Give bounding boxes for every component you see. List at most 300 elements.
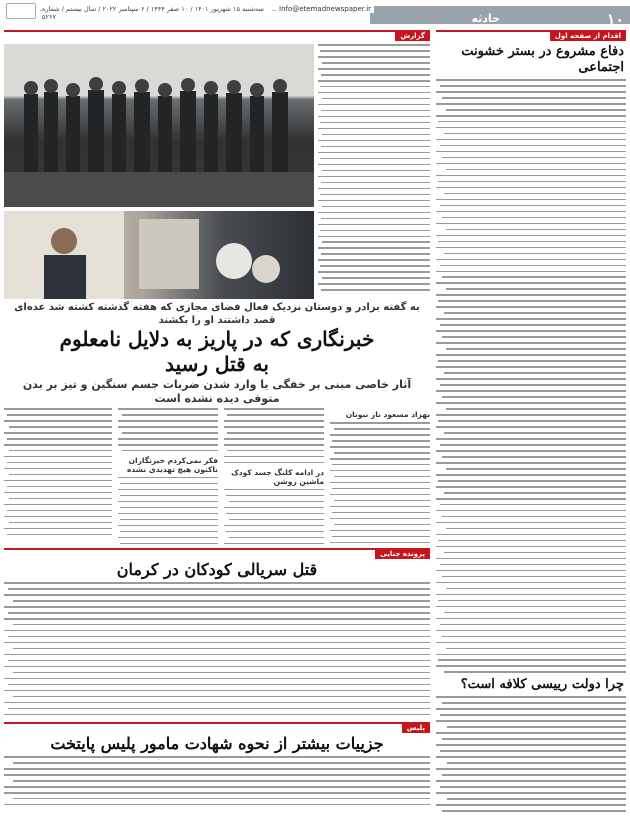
text-line	[13, 696, 430, 698]
text-line	[436, 282, 626, 284]
text-line	[227, 432, 324, 434]
text-line	[4, 678, 430, 680]
text-line	[321, 253, 430, 255]
text-line	[442, 276, 626, 278]
text-line	[224, 456, 324, 458]
text-line	[224, 462, 324, 464]
text-line	[438, 420, 626, 422]
text-line	[13, 672, 430, 674]
text-line	[4, 528, 112, 530]
right-column-tag: اقدام از صفحه اول	[550, 31, 626, 41]
main-story-overhead: به گفته برادر و دوستان نزدیک فعال فضای مجازی که هفته گذشته کشته شد عده‌ای قصد داشتند او را بکشند	[14, 302, 420, 326]
text-line	[8, 588, 430, 590]
section-3-body	[4, 756, 430, 810]
funeral-photo	[4, 44, 314, 207]
text-line	[318, 44, 430, 46]
text-line	[4, 792, 430, 794]
text-line	[436, 438, 626, 440]
right-column	[436, 30, 626, 816]
right-column-headline: دفاع مشروع در بستر خشونت اجتماعی	[461, 44, 624, 75]
text-line	[442, 396, 626, 398]
main-body-col-2	[224, 408, 324, 545]
text-line	[9, 498, 112, 500]
text-line	[436, 582, 626, 584]
header-email: Info@etemadnewspaper.ir	[276, 5, 374, 13]
text-line	[438, 181, 626, 183]
text-line	[4, 492, 112, 494]
text-line	[440, 265, 626, 267]
right-column-body	[436, 79, 626, 673]
text-line	[7, 486, 112, 488]
text-line	[7, 510, 112, 512]
text-line	[436, 402, 626, 404]
text-line	[13, 600, 430, 602]
newspaper-logo-icon	[6, 3, 36, 19]
text-line	[118, 501, 218, 503]
text-line	[4, 468, 112, 470]
text-line	[446, 588, 627, 590]
text-line	[321, 146, 430, 148]
text-line	[440, 564, 626, 566]
main-story-subtitle: آثار خاصی مبنی بر خفگی یا وارد شدن ضربات جسم سنگین و تیز بر بدن متوفی دیده نشده است	[22, 378, 412, 405]
text-line	[332, 488, 430, 490]
text-line	[321, 74, 430, 76]
text-line	[7, 534, 112, 536]
text-line	[13, 624, 430, 626]
text-line	[436, 306, 626, 308]
text-line	[436, 780, 626, 782]
section-3-tagbar	[4, 722, 430, 733]
text-line	[8, 636, 430, 638]
text-line	[318, 80, 430, 82]
text-line	[321, 182, 430, 184]
text-line	[438, 540, 626, 542]
text-line	[118, 438, 218, 440]
text-line	[330, 446, 430, 448]
text-line	[122, 414, 218, 416]
text-line	[7, 462, 112, 464]
text-line	[446, 109, 627, 111]
text-line	[436, 294, 626, 296]
text-line	[4, 756, 430, 758]
text-line	[436, 199, 626, 201]
text-line	[330, 434, 430, 436]
main-body-col-3	[118, 408, 218, 545]
text-line	[7, 414, 112, 416]
main-body-col-1	[330, 408, 430, 545]
text-line	[320, 86, 430, 88]
text-line	[13, 798, 430, 800]
text-line	[442, 456, 626, 458]
text-line	[444, 193, 626, 195]
text-line	[226, 495, 324, 497]
text-line	[436, 522, 626, 524]
text-line	[318, 56, 430, 58]
text-line	[440, 85, 626, 87]
text-line	[436, 390, 626, 392]
text-line	[8, 708, 430, 710]
text-line	[13, 762, 430, 764]
text-line	[321, 110, 430, 112]
text-line	[440, 624, 626, 626]
text-line	[436, 510, 626, 512]
text-line	[118, 426, 218, 428]
text-line	[442, 774, 626, 776]
main-title-line-1: خبرنگاری که در پاریز به دلایل نامعلوم	[59, 327, 375, 351]
text-line	[438, 300, 626, 302]
text-line	[440, 786, 626, 788]
text-line	[224, 507, 324, 509]
text-line	[318, 92, 430, 94]
text-line	[224, 543, 324, 545]
text-line	[4, 606, 430, 608]
text-line	[436, 211, 626, 213]
text-line	[229, 501, 324, 503]
page-header	[0, 0, 630, 28]
text-line	[436, 354, 626, 356]
text-line	[436, 606, 626, 608]
text-line	[447, 798, 626, 800]
text-line	[120, 543, 218, 545]
text-line	[4, 702, 430, 704]
text-line	[444, 133, 626, 135]
right-column-tagbar	[436, 30, 626, 41]
text-line	[4, 774, 430, 776]
text-line	[322, 170, 430, 172]
text-line	[330, 518, 430, 520]
text-line	[436, 462, 626, 464]
text-line	[334, 452, 430, 454]
text-line	[224, 426, 324, 428]
text-line	[438, 480, 626, 482]
text-line	[436, 115, 626, 117]
text-line	[436, 414, 626, 416]
text-line	[436, 792, 626, 794]
text-line	[118, 408, 218, 410]
text-line	[330, 482, 430, 484]
section-title: حادثه	[471, 12, 500, 25]
text-line	[444, 253, 626, 255]
text-line	[118, 525, 218, 527]
text-line	[436, 259, 626, 261]
section-2-headline: قتل سریالی کودکان در کرمان	[116, 560, 318, 579]
portrait-and-flowers-photo	[4, 211, 314, 299]
main-story-title	[4, 327, 430, 377]
text-line	[4, 666, 430, 668]
text-line	[440, 324, 626, 326]
text-line	[438, 241, 626, 243]
section-3-tag: پلیس	[402, 723, 430, 733]
text-line	[224, 444, 324, 446]
text-line	[436, 594, 626, 596]
text-line	[4, 804, 430, 806]
text-line	[436, 474, 626, 476]
text-line	[436, 498, 626, 500]
text-line	[440, 504, 626, 506]
text-line	[438, 360, 626, 362]
text-line	[4, 432, 112, 434]
text-line	[9, 450, 112, 452]
text-line	[442, 636, 626, 638]
text-line	[318, 116, 430, 118]
text-line	[330, 530, 430, 532]
text-line	[442, 702, 626, 704]
text-line	[118, 537, 218, 539]
text-line	[442, 217, 626, 219]
text-line	[120, 531, 218, 533]
text-line	[436, 732, 626, 734]
text-line	[436, 175, 626, 177]
text-line	[318, 176, 430, 178]
main-title-line-2: به قتل رسید	[165, 352, 269, 376]
text-line	[330, 494, 430, 496]
text-line	[442, 516, 626, 518]
text-line	[440, 750, 626, 752]
text-line	[330, 458, 430, 460]
text-line	[9, 426, 112, 428]
main-body-col-4	[4, 408, 112, 540]
text-line	[330, 422, 430, 424]
text-line	[436, 79, 626, 81]
section-3-headline: جزییات بیشتر از نحوه شهادت مامور پلیس پایتخت	[50, 734, 384, 753]
text-line	[322, 98, 430, 100]
text-line	[446, 288, 627, 290]
text-line	[322, 277, 430, 279]
text-line	[436, 534, 626, 536]
text-line	[321, 218, 430, 220]
text-line	[332, 464, 430, 466]
text-line	[444, 372, 626, 374]
text-line	[118, 513, 218, 515]
text-line	[436, 708, 626, 710]
text-line	[436, 103, 626, 105]
text-line	[4, 618, 430, 620]
text-line	[334, 524, 430, 526]
text-line	[318, 128, 430, 130]
text-line	[4, 480, 112, 482]
text-line	[440, 444, 626, 446]
text-line	[321, 289, 430, 291]
text-line	[332, 512, 430, 514]
main-story-tag: گزارش	[395, 31, 430, 41]
text-line	[4, 420, 112, 422]
text-line	[120, 495, 218, 497]
text-line	[436, 756, 626, 758]
text-line	[442, 576, 626, 578]
text-line	[436, 426, 626, 428]
right-column-body-2	[436, 696, 626, 816]
portrait-illustration	[4, 211, 314, 299]
text-line	[436, 247, 626, 249]
text-line	[438, 600, 626, 602]
header-dateline: سه‌شنبه ۱۵ شهریور ۱۴۰۱ / ۱۰ صفر ۱۴۴۴ / ۶ سپتامبر ۲۰۲۲ / سال بیستم / شماره ۵۲۶۷	[42, 5, 272, 21]
text-line	[440, 384, 626, 386]
text-line	[320, 158, 430, 160]
text-line	[13, 780, 430, 782]
text-line	[318, 236, 430, 238]
text-line	[436, 665, 626, 667]
text-line	[447, 762, 626, 764]
text-line	[318, 200, 430, 202]
text-line	[444, 492, 626, 494]
text-line	[436, 127, 626, 129]
text-line	[4, 630, 430, 632]
main-story-right-text	[318, 44, 430, 295]
text-line	[436, 546, 626, 548]
text-line	[318, 224, 430, 226]
text-line	[9, 474, 112, 476]
text-line	[436, 163, 626, 165]
text-line	[4, 654, 430, 656]
text-line	[318, 271, 430, 273]
text-line	[436, 223, 626, 225]
text-line	[4, 582, 430, 584]
page-number: ۱۰	[606, 10, 624, 29]
text-line	[438, 659, 626, 661]
text-line	[4, 444, 112, 446]
text-line	[436, 187, 626, 189]
text-line	[318, 212, 430, 214]
text-line	[4, 714, 430, 716]
text-line	[226, 513, 324, 515]
text-line	[436, 630, 626, 632]
text-line	[322, 62, 430, 64]
text-line	[318, 68, 430, 70]
text-line	[118, 489, 218, 491]
text-line	[224, 489, 324, 491]
text-line	[4, 456, 112, 458]
text-line	[224, 408, 324, 410]
text-line	[318, 104, 430, 106]
text-line	[318, 259, 430, 261]
text-line	[334, 476, 430, 478]
text-line	[444, 671, 626, 673]
text-line	[446, 229, 627, 231]
text-line	[446, 468, 627, 470]
text-line	[120, 507, 218, 509]
text-line	[122, 432, 218, 434]
text-line	[436, 642, 626, 644]
text-line	[122, 450, 218, 452]
text-line	[444, 552, 626, 554]
text-line	[4, 786, 430, 788]
text-line	[227, 414, 324, 416]
text-line	[446, 408, 627, 410]
text-line	[322, 134, 430, 136]
funeral-crowd-illustration	[4, 44, 314, 207]
text-line	[318, 152, 430, 154]
text-line	[436, 139, 626, 141]
text-line	[442, 157, 626, 159]
text-line	[444, 612, 626, 614]
text-line	[227, 450, 324, 452]
text-line	[120, 519, 218, 521]
section-band	[370, 6, 630, 29]
text-line	[8, 660, 430, 662]
text-line	[224, 525, 324, 527]
text-line	[436, 486, 626, 488]
text-line	[320, 122, 430, 124]
text-line	[334, 428, 430, 430]
text-line	[318, 164, 430, 166]
text-line	[4, 504, 112, 506]
text-line	[4, 594, 430, 596]
text-line	[318, 140, 430, 142]
text-line	[4, 690, 430, 692]
text-line	[436, 804, 626, 806]
text-line	[436, 720, 626, 722]
text-line	[4, 408, 112, 410]
text-line	[436, 450, 626, 452]
text-line	[318, 188, 430, 190]
text-line	[436, 654, 626, 656]
text-line	[334, 500, 430, 502]
text-line	[332, 440, 430, 442]
text-line	[438, 121, 626, 123]
text-line	[7, 438, 112, 440]
text-line	[436, 570, 626, 572]
text-line	[436, 366, 626, 368]
text-line	[320, 265, 430, 267]
text-line	[440, 205, 626, 207]
sub-head-1: در ادامه کلنگ جسد کودک ماشین روشن	[231, 467, 324, 486]
section-2-tag: پرونده جنایی	[375, 549, 430, 559]
text-line	[320, 230, 430, 232]
main-story-tagbar	[4, 30, 430, 41]
quote-head: بهزاد مسعود ناز نبوتان	[345, 410, 430, 419]
text-line	[436, 91, 626, 93]
text-line	[330, 506, 430, 508]
text-line	[4, 642, 430, 644]
right-column-headline-2: چرا دولت رییسی کلافه است؟	[460, 677, 624, 693]
text-line	[436, 696, 626, 698]
text-line	[4, 768, 430, 770]
text-line	[320, 194, 430, 196]
sub-head-2: فکر نمی‌کردم خبرنگاران ناکنون هیچ تهدیدی نشده	[127, 455, 218, 474]
text-line	[318, 247, 430, 249]
section-2-body	[4, 582, 430, 720]
text-line	[446, 648, 627, 650]
text-line	[224, 420, 324, 422]
text-line	[320, 50, 430, 52]
section-2-tagbar	[4, 548, 430, 559]
text-line	[13, 648, 430, 650]
text-line	[442, 738, 626, 740]
text-line	[436, 342, 626, 344]
text-line	[446, 528, 627, 530]
text-line	[9, 522, 112, 524]
text-line	[8, 612, 430, 614]
text-line	[318, 283, 430, 285]
main-story	[4, 30, 430, 545]
text-line	[322, 206, 430, 208]
text-line	[442, 810, 626, 812]
text-line	[440, 714, 626, 716]
text-line	[224, 438, 324, 440]
text-line	[440, 145, 626, 147]
text-line	[226, 531, 324, 533]
text-line	[446, 348, 627, 350]
text-line	[118, 477, 218, 479]
text-line	[330, 470, 430, 472]
text-line	[446, 169, 627, 171]
text-line	[444, 432, 626, 434]
text-line	[229, 537, 324, 539]
text-line	[436, 330, 626, 332]
text-line	[436, 271, 626, 273]
text-line	[120, 483, 218, 485]
text-line	[330, 542, 430, 544]
